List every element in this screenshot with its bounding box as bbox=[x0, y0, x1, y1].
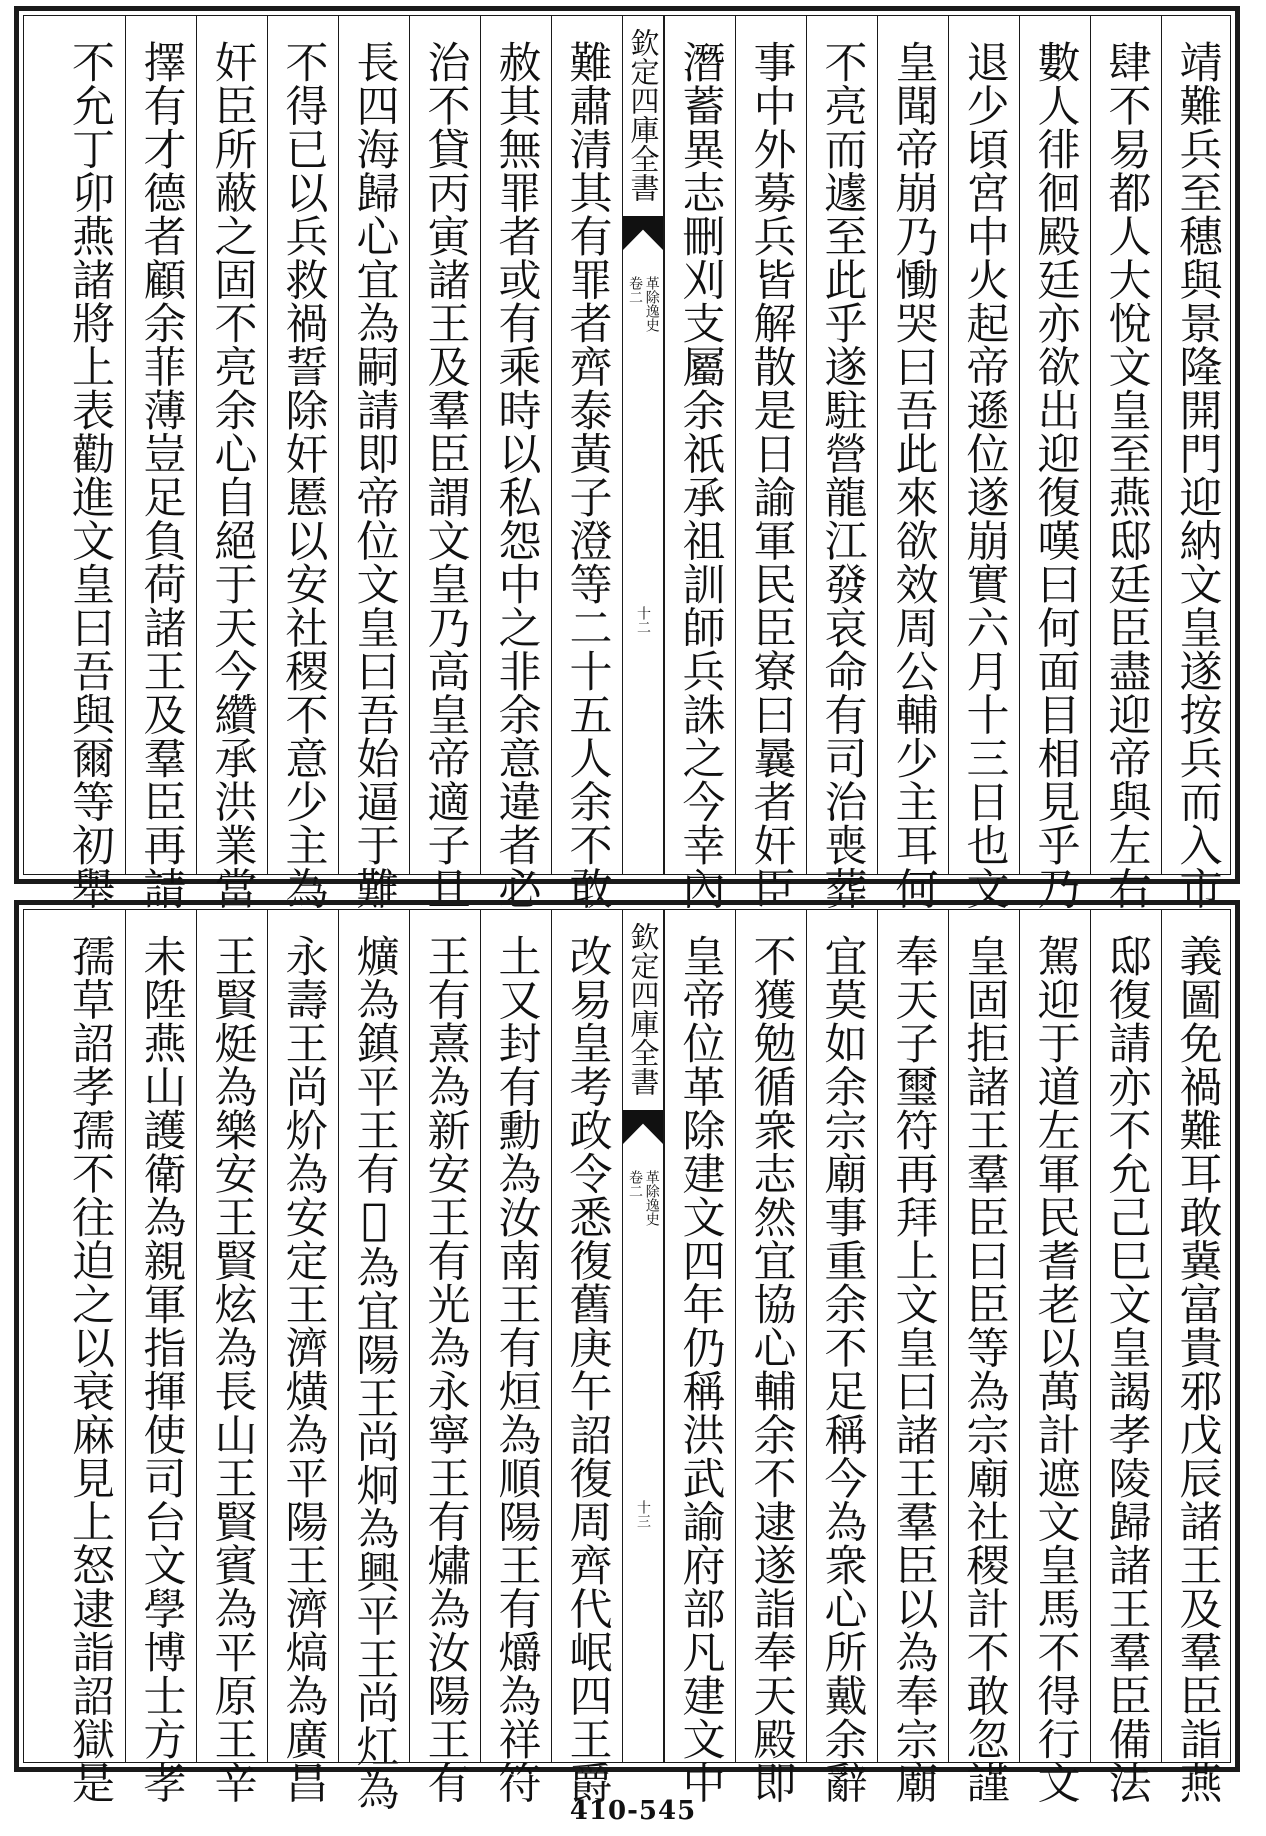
text-column bbox=[735, 910, 806, 1804]
text-column bbox=[480, 16, 551, 910]
column-text: 難肅清其有罪者齊泰黃子澄等二十五人余不敢 bbox=[562, 40, 613, 910]
book-name: 革除逸史 bbox=[643, 1170, 660, 1226]
column-text: 宜莫如余宗廟事重余不足稱今為衆心所戴余辭 bbox=[817, 934, 868, 1804]
text-column bbox=[1161, 910, 1232, 1804]
column-text: 不亮而遽至此乎遂駐營龍江發哀命有司治喪葬 bbox=[817, 40, 868, 910]
page-code: 410-545 bbox=[569, 1796, 697, 1826]
text-column bbox=[409, 16, 480, 910]
text-column bbox=[664, 910, 735, 1804]
column-text: 孺草詔孝孺不往迫之以衰麻見上怒逮詣詔獄是 bbox=[65, 934, 115, 1804]
book-subtitle bbox=[623, 1170, 663, 1226]
text-column bbox=[267, 910, 338, 1804]
book-subtitle bbox=[623, 276, 663, 332]
text-column bbox=[806, 910, 877, 1804]
leaf-number: 十三 bbox=[635, 1500, 651, 1528]
column-text: 邸復請亦不允己巳文皇謁孝陵歸諸王羣臣備法 bbox=[1101, 934, 1152, 1804]
upper-page-frame bbox=[23, 15, 1231, 910]
text-column bbox=[806, 16, 877, 910]
column-text: 土又封有勳為汝南王有烜為順陽王有爝為祥符 bbox=[491, 934, 542, 1804]
column-text: 數人徘徊殿廷亦欲出迎復嘆曰何面目相見乎乃 bbox=[1030, 40, 1081, 910]
column-text: 擇有才德者顧余菲薄豈足負荷諸王及羣臣再請 bbox=[136, 40, 187, 910]
fish-tail-mark bbox=[623, 216, 663, 250]
text-column bbox=[551, 910, 622, 1804]
text-column bbox=[735, 16, 806, 910]
text-column bbox=[267, 16, 338, 910]
upper-page bbox=[14, 6, 1240, 910]
column-text: 皇聞帝崩乃慟哭曰吾此來欲效周公輔少主耳何 bbox=[888, 40, 939, 910]
text-column bbox=[664, 16, 735, 910]
text-column bbox=[551, 16, 622, 910]
column-text: 長四海歸心宜為嗣請即帝位文皇曰吾始逼于難 bbox=[349, 40, 400, 910]
center-strip bbox=[622, 16, 664, 874]
column-text: 不得已以兵救禍誓除奸慝以安社稷不意少主為 bbox=[278, 40, 329, 910]
text-column bbox=[480, 910, 551, 1804]
text-column bbox=[948, 16, 1019, 910]
column-text: 事中外募兵皆解散是日諭軍民臣寮曰曩者奸臣 bbox=[746, 40, 797, 910]
leaf-number: 十二 bbox=[635, 606, 651, 634]
column-text: 肆不易都人大悅文皇至燕邸廷臣盡迎帝與左右 bbox=[1101, 40, 1152, 910]
column-text: 潛蓄異志刪刈支屬余祇承祖訓師兵誅之今幸內 bbox=[675, 40, 726, 910]
center-strip bbox=[622, 910, 664, 1762]
text-column bbox=[877, 16, 948, 910]
volume-label: 卷二 bbox=[627, 1170, 643, 1198]
text-column bbox=[125, 910, 196, 1804]
column-text: 治不貸丙寅諸王及羣臣謂文皇乃高皇帝適子且 bbox=[420, 40, 471, 910]
text-column bbox=[196, 910, 267, 1804]
text-column bbox=[125, 16, 196, 910]
text-column bbox=[54, 16, 125, 910]
text-column bbox=[1019, 910, 1090, 1804]
column-text: 爌為鎮平王有𤐤為宜陽王尚炯為興平王尚灴為 bbox=[349, 934, 400, 1811]
text-column bbox=[409, 910, 480, 1804]
column-text: 奸臣所蔽之固不亮余心自絕于天今纘承洪業當 bbox=[207, 40, 258, 910]
text-column bbox=[948, 910, 1019, 1804]
column-text: 不獲勉循衆志然宜協心輔余不逮遂詣奉天殿即 bbox=[746, 934, 797, 1804]
text-column bbox=[1090, 16, 1161, 910]
fish-tail-mark bbox=[623, 1110, 663, 1144]
column-text: 義圖免禍難耳敢冀富貴邪戊辰諸王及羣臣詣燕 bbox=[1172, 934, 1223, 1804]
column-text: 王有熹為新安王有光為永寧王有熽為汝陽王有 bbox=[420, 934, 471, 1804]
column-text: 靖難兵至穗與景隆開門迎納文皇遂按兵而入市 bbox=[1172, 40, 1223, 910]
column-text: 皇固拒諸王羣臣曰臣等為宗廟社稷計不敢忽謹 bbox=[959, 934, 1010, 1804]
text-column bbox=[1090, 910, 1161, 1804]
book-series-title: 欽定四庫全書 bbox=[626, 922, 661, 1096]
text-column bbox=[54, 910, 125, 1804]
text-column bbox=[196, 16, 267, 910]
column-text: 不允丁卯燕諸將上表勸進文皇曰吾與爾等初舉 bbox=[65, 40, 115, 910]
column-text: 奉天子璽符再拜上文皇曰諸王羣臣以為奉宗廟 bbox=[888, 934, 939, 1804]
book-name: 革除逸史 bbox=[643, 276, 660, 332]
column-text: 未陞燕山護衛為親軍指揮使司台文學博士方孝 bbox=[136, 934, 187, 1804]
column-text: 皇帝位革除建文四年仍稱洪武諭府部凡建文中 bbox=[675, 934, 726, 1804]
text-column bbox=[877, 910, 948, 1804]
column-text: 駕迎于道左軍民耆老以萬計遮文皇馬不得行文 bbox=[1030, 934, 1081, 1804]
column-text: 赦其無罪者或有乘時以私怨中之非余意違者必 bbox=[491, 40, 542, 910]
volume-label: 卷二 bbox=[627, 276, 643, 304]
column-text: 退少頃宮中火起帝遜位遂崩實六月十三日也文 bbox=[959, 40, 1010, 910]
text-column bbox=[338, 910, 409, 1811]
column-text: 永壽王尚炌為安定王濟熿為平陽王濟熇為廣昌 bbox=[278, 934, 329, 1804]
book-series-title: 欽定四庫全書 bbox=[626, 28, 661, 202]
text-column bbox=[338, 16, 409, 910]
text-column bbox=[1019, 16, 1090, 910]
column-text: 王賢烶為樂安王賢炫為長山王賢賓為平原王辛 bbox=[207, 934, 258, 1804]
text-column bbox=[1161, 16, 1232, 910]
column-text: 改易皇考政令悉復舊庚午詔復周齊代岷四王爵 bbox=[562, 934, 613, 1804]
